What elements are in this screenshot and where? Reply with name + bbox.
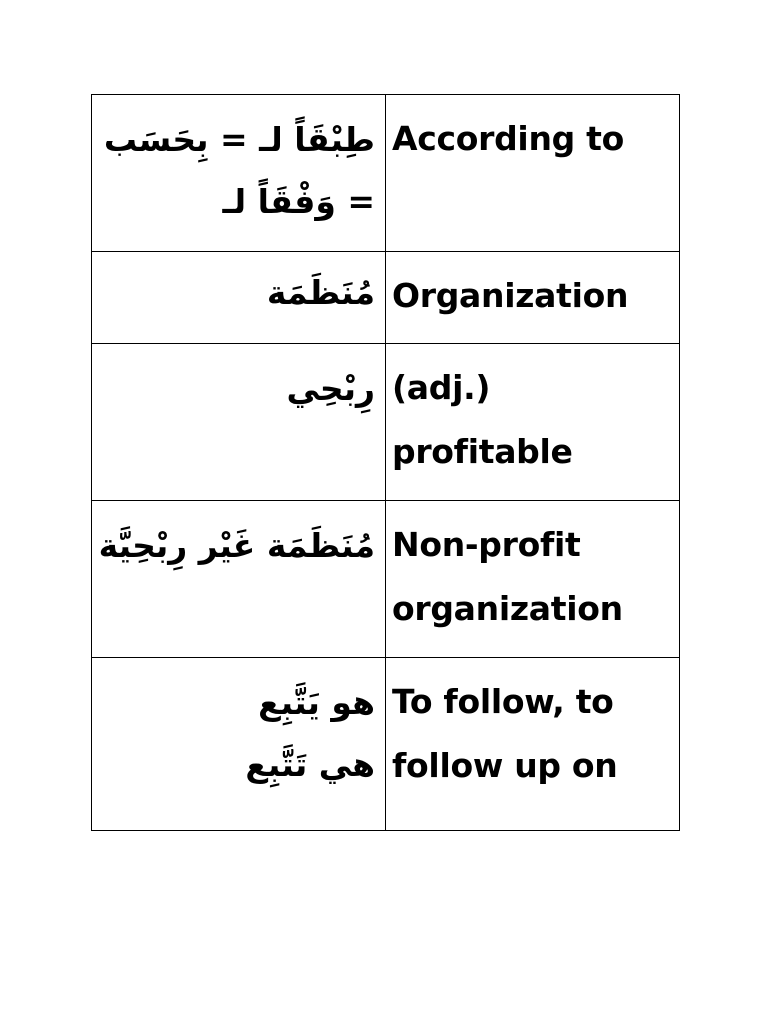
english-meaning-cell	[386, 344, 680, 501]
english-meaning-line: Organization	[392, 276, 629, 315]
arabic-term-cell	[92, 501, 386, 658]
table-row	[92, 344, 680, 501]
english-meaning-line: Non-profit	[392, 525, 581, 564]
english-meaning-cell	[386, 501, 680, 658]
english-meaning-cell	[386, 95, 680, 252]
arabic-term-cell	[92, 95, 386, 252]
table-row	[92, 501, 680, 658]
arabic-term-line: هو يَتَّبِع	[258, 683, 375, 722]
english-meaning-cell	[386, 252, 680, 344]
english-meaning-line: follow up on	[392, 746, 618, 785]
arabic-term-line: هي تَتَّبِع	[245, 745, 375, 784]
arabic-term-cell	[92, 658, 386, 831]
english-meaning-line: (adj.)	[392, 368, 491, 407]
table-row	[92, 658, 680, 831]
table-row	[92, 252, 680, 344]
english-meaning-cell	[386, 658, 680, 831]
english-meaning-line: profitable	[392, 432, 573, 471]
arabic-term-cell	[92, 252, 386, 344]
vocabulary-table	[91, 94, 680, 831]
arabic-term-line: مُنَظَمَة غَيْر رِبْحِيَّة	[98, 526, 375, 565]
arabic-term-line: مُنَظَمَة	[266, 273, 375, 312]
arabic-term-line: طِبْقَاً لـ = بِحَسَب	[103, 120, 375, 159]
english-meaning-line: organization	[392, 589, 623, 628]
table-row	[92, 95, 680, 252]
arabic-term-line: = وَفْقَاً لـ	[222, 182, 375, 221]
english-meaning-line: To follow, to	[392, 682, 614, 721]
arabic-term-cell	[92, 344, 386, 501]
english-meaning-line: According to	[392, 119, 624, 158]
arabic-term-line: رِبْحِي	[286, 369, 375, 408]
